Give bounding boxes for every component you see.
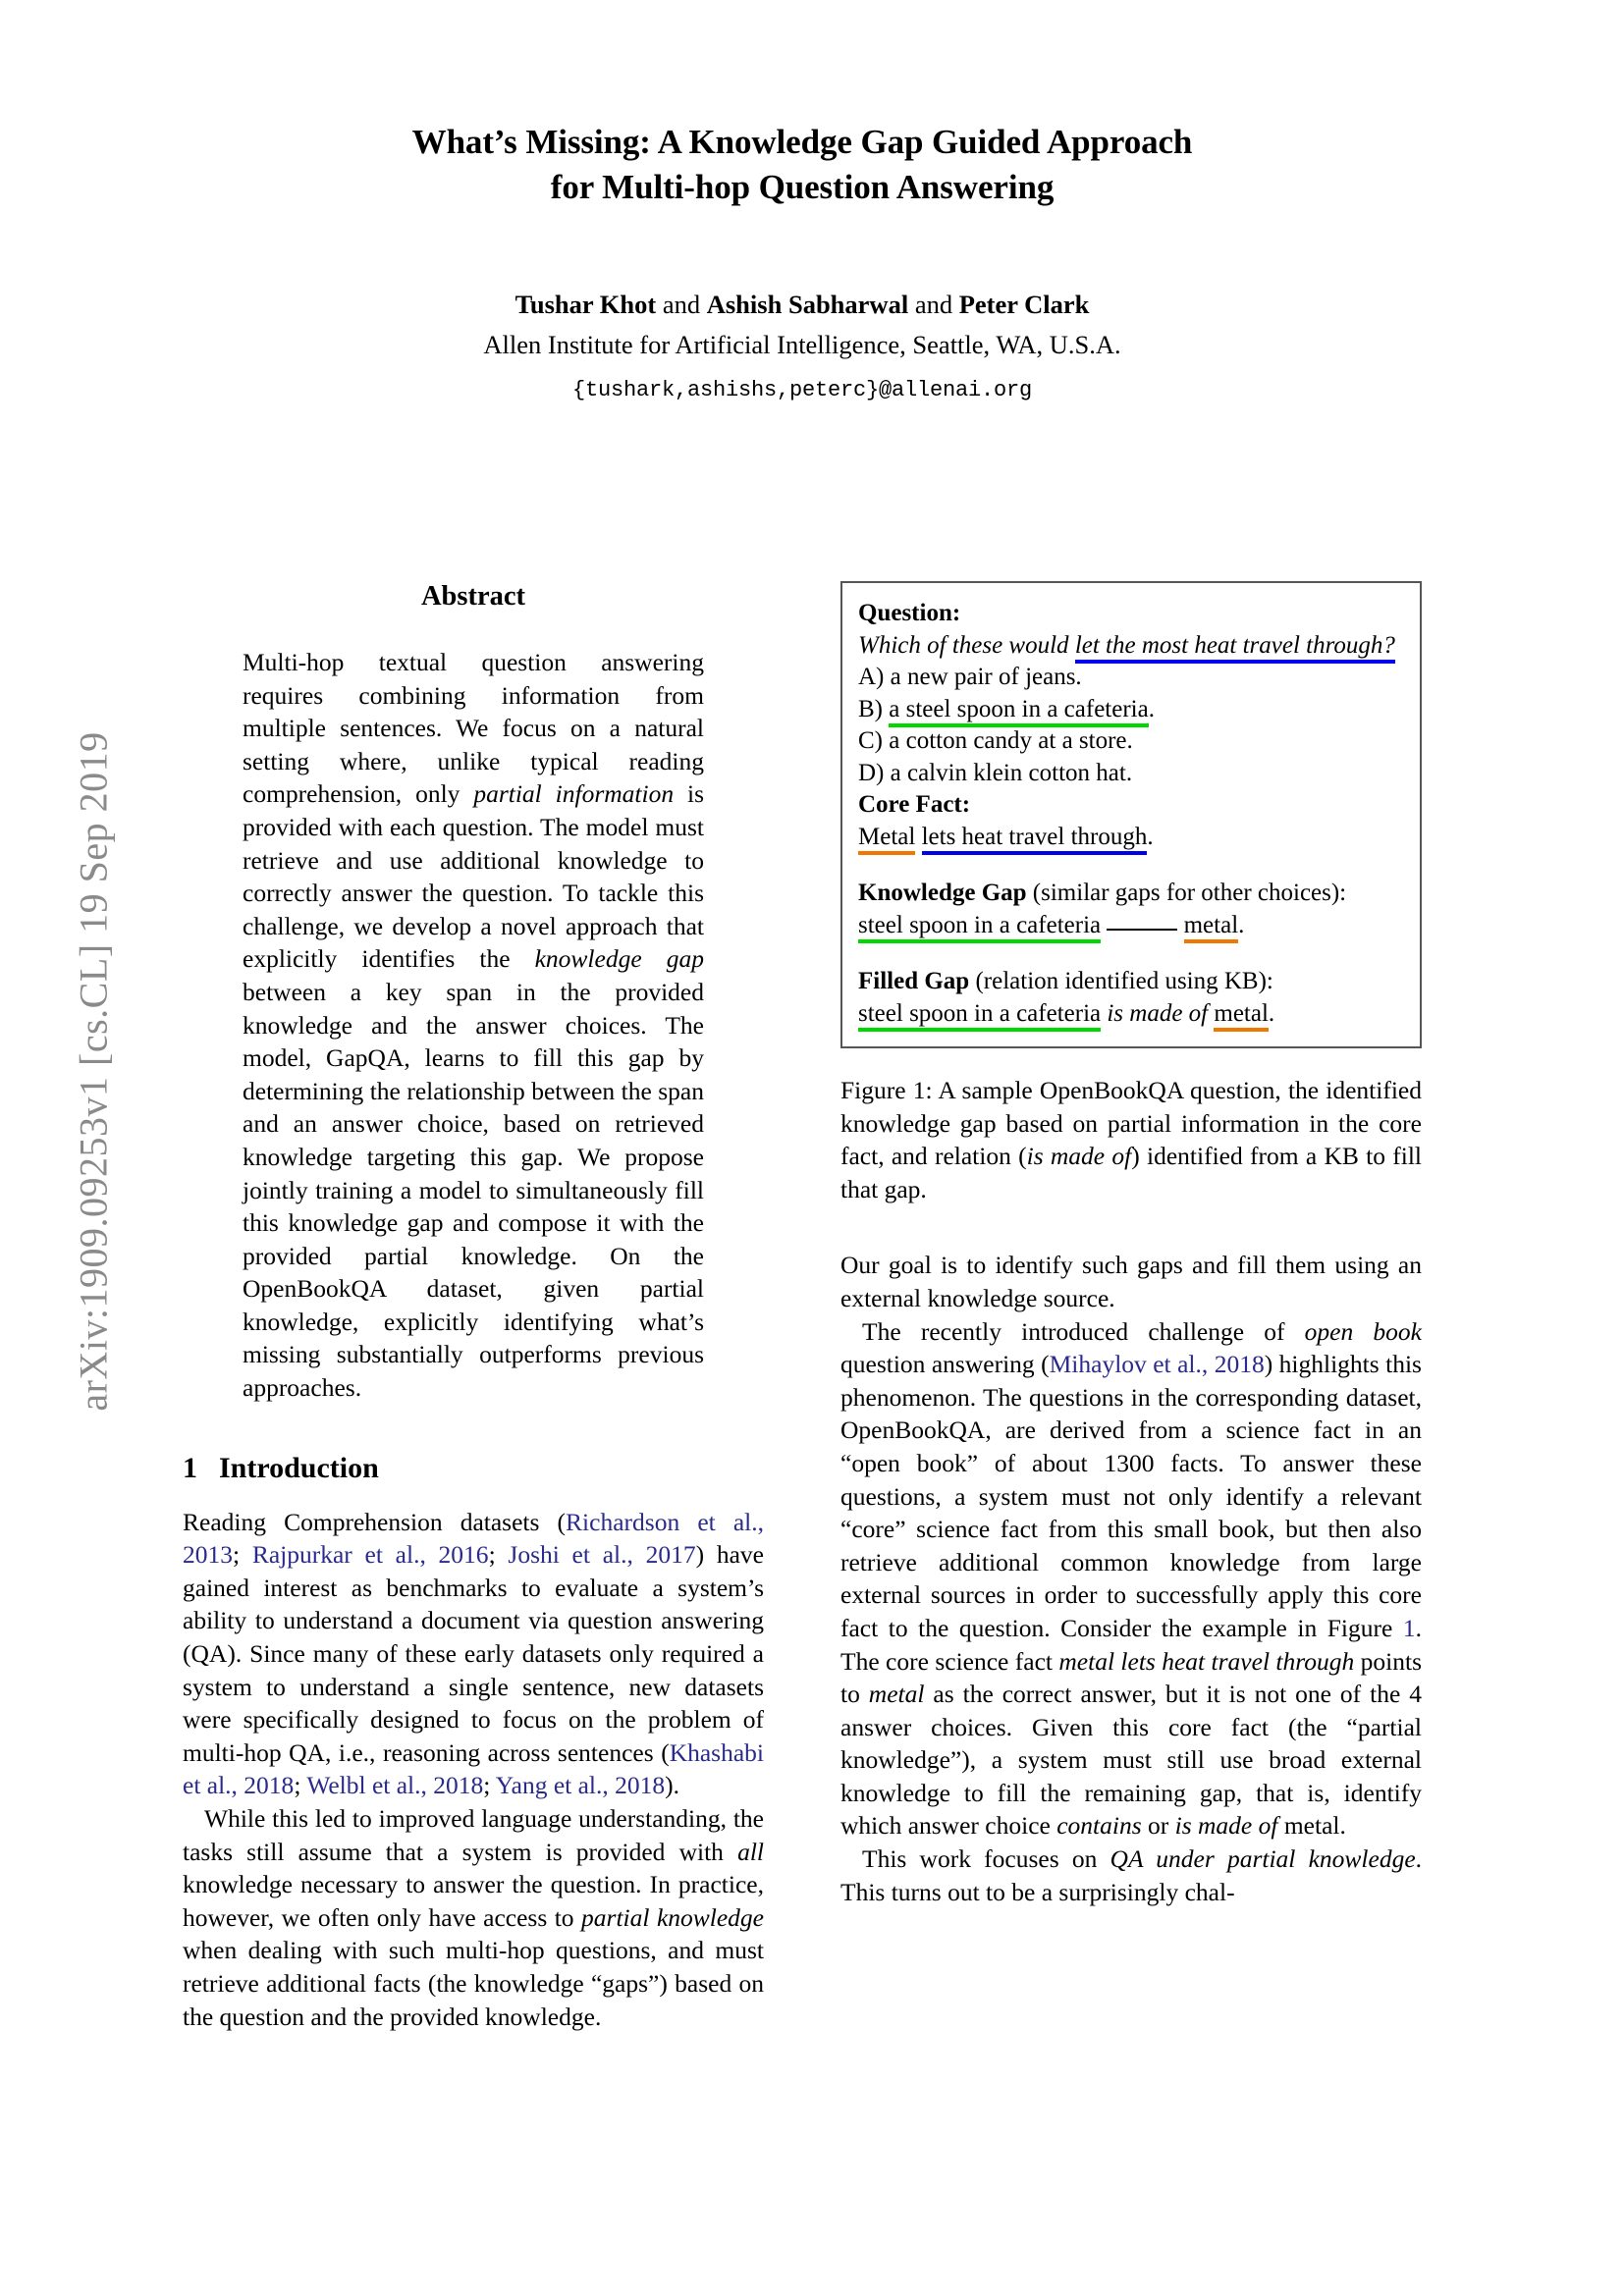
- paper-title-line-2: for Multi-hop Question Answering: [550, 167, 1055, 206]
- author-block: [183, 286, 1422, 402]
- figure-core-fact-period: .: [1147, 823, 1154, 850]
- figure-spacer-1: [858, 853, 1404, 878]
- intro-emphasis-core-fact: metal lets heat travel through: [1058, 1646, 1355, 1676]
- figure-choice-b-prefix: B): [858, 695, 890, 722]
- intro-paragraph-1: [183, 1506, 764, 1802]
- intro-emphasis-metal: metal: [868, 1680, 925, 1709]
- abstract-text-c: between a key span in the provided knowledge and the answer choices. The model, GapQA, learns to fill this gap by determining the relationship between the span and an answer choice, based on retrieved knowledge targeting this gap. We propose jointly training a model to simultaneously fill this knowledge gap and compose it with the provided partial knowledge. On the OpenBookQA dataset, given partial knowledge, explicitly identifying what’s missing substantially outperforms previous approaches.: [243, 977, 704, 1403]
- figure-question-plain: Which of these would: [858, 631, 1075, 659]
- intro-p3-text-g: or: [1141, 1811, 1175, 1841]
- intro-p3-text-h: metal.: [1277, 1811, 1346, 1841]
- figure-choice-b: [858, 694, 1404, 726]
- intro-p2-text-a: While this led to improved language understanding, the tasks still assume that a system is provided with: [183, 1804, 764, 1866]
- figure-choice-b-suffix: .: [1148, 695, 1155, 722]
- citation-khashabi-2018[interactable]: Khashabi et al., 2018: [183, 1737, 764, 1800]
- paper-page: [183, 0, 1422, 2296]
- intro-emphasis-partial-knowledge: partial knowledge: [581, 1902, 764, 1932]
- abstract-heading: Abstract: [420, 581, 526, 612]
- author-email: {tushark,ashishs,peterc}@allenai.org: [571, 378, 1033, 403]
- intro-paragraph-4: [840, 1842, 1422, 1908]
- intro-emphasis-open-book: open book: [1304, 1316, 1422, 1346]
- citation-separator-4: ;: [483, 1771, 496, 1800]
- figure-question-text: [858, 630, 1404, 663]
- intro-emphasis-all: all: [737, 1837, 764, 1866]
- author-names: [183, 286, 1422, 323]
- figure-gap-span: steel spoon in a cafeteria: [858, 912, 1101, 943]
- title-block: [183, 0, 1422, 402]
- figure-choice-a: A) a new pair of jeans.: [858, 664, 1082, 690]
- intro-p3-text-f: as the correct answer, but it is not one of the 4 answer choices. Given this core fact (the “partial knowledge”), a system must still use broad external knowledge to fill the remaining gap, that is, identify which answer choice: [840, 1680, 1422, 1841]
- figure-knowledge-gap-heading: [858, 878, 1404, 910]
- figure-filled-gap-note: (relation identified using KB):: [969, 968, 1273, 994]
- author-name-1: Tushar Khot: [514, 290, 657, 319]
- figure-filled-answer: metal: [1214, 1000, 1269, 1032]
- intro-p2-text-c: when dealing with such multi-hop questions, and must retrieve additional facts (the knowledge “gaps”) based on the question and the provided knowledge.: [183, 1936, 764, 2031]
- citation-mihaylov-2018[interactable]: Mihaylov et al., 2018: [1049, 1350, 1265, 1379]
- figure-caption-emphasis: is made of: [1026, 1142, 1132, 1171]
- intro-emphasis-is-made-of: is made of: [1174, 1811, 1278, 1841]
- intro-p1-text-a: Reading Comprehension datasets (: [183, 1507, 567, 1536]
- figure-choice-c: C) a cotton candy at a store.: [858, 727, 1133, 754]
- figure-choice-d: D) a calvin klein cotton hat.: [858, 759, 1133, 786]
- intro-p3-text-d: . The core science fact: [840, 1613, 1422, 1676]
- figure-core-fact-label: Core Fact:: [858, 791, 971, 818]
- intro-paragraph-2-continued: [840, 1249, 1422, 1314]
- abstract-paragraph: [243, 646, 704, 1405]
- citation-separator-3: ;: [294, 1771, 307, 1800]
- figure-gap-answer: metal: [1184, 912, 1239, 943]
- figure-filled-gap-label: Filled Gap: [858, 968, 970, 994]
- citation-separator-1: ;: [233, 1540, 252, 1570]
- paper-title-line-1: What’s Missing: A Knowledge Gap Guided Approach: [411, 123, 1193, 161]
- citation-welbl-2018[interactable]: Welbl et al., 2018: [306, 1771, 484, 1800]
- figure-core-fact-text: [858, 822, 1404, 854]
- figure-question-label: Question:: [858, 600, 961, 626]
- intro-p2-continued-text: Our goal is to identify such gaps and fill them using an external knowledge source.: [840, 1251, 1422, 1312]
- figure-spacer-2: [858, 941, 1404, 966]
- intro-p3-text-e: points to: [840, 1646, 1422, 1709]
- left-column: [183, 581, 764, 2033]
- author-conjunction-1: and: [662, 290, 701, 319]
- citation-separator-2: ;: [488, 1540, 509, 1570]
- figure-gap-period: .: [1238, 911, 1245, 938]
- abstract-text-b: is provided with each question. The model must retrieve and use additional knowledge to correctly answer the question. To tackle this challenge, we develop a novel approach that explicitly identifies the: [243, 779, 704, 974]
- intro-p4-text-a: This work focuses on: [862, 1844, 1110, 1874]
- page-title: [183, 120, 1422, 209]
- author-name-2: Ashish Sabharwal: [706, 290, 909, 319]
- intro-paragraph-3: [840, 1315, 1422, 1843]
- citation-richardson-2013[interactable]: Richardson et al., 2013: [183, 1507, 764, 1570]
- figure-1-caption: [840, 1074, 1422, 1205]
- intro-p4-text-b: . This turns out to be a surprisingly chal-: [840, 1844, 1423, 1906]
- intro-p1-text-c: ).: [665, 1771, 680, 1800]
- abstract-body: [243, 646, 704, 1405]
- figure-core-fact-entity: Metal: [858, 824, 915, 855]
- figure-knowledge-gap-text: [858, 910, 1404, 942]
- intro-emphasis-contains: contains: [1056, 1811, 1142, 1841]
- figure-core-fact-relation: lets heat travel through: [922, 824, 1148, 855]
- citation-joshi-2017[interactable]: Joshi et al., 2017: [508, 1540, 696, 1570]
- figure-knowledge-gap-label: Knowledge Gap: [858, 880, 1027, 906]
- intro-p3-text-b: question answering (: [840, 1350, 1050, 1379]
- figure-filled-span: steel spoon in a cafeteria: [858, 1000, 1101, 1032]
- intro-paragraph-2: [183, 1802, 764, 2033]
- intro-emphasis-qa-under-partial-knowledge: QA under partial knowledge: [1110, 1844, 1416, 1874]
- figure-knowledge-gap-note: (similar gaps for other choices):: [1026, 880, 1347, 906]
- figure-choice-b-highlight: a steel spoon in a cafeteria: [889, 696, 1148, 727]
- citation-yang-2018[interactable]: Yang et al., 2018: [495, 1771, 666, 1800]
- section-heading-introduction: [183, 1452, 764, 1485]
- figure-gap-blank-slot: [1107, 929, 1177, 931]
- abstract-emphasis-partial-information: partial information: [473, 779, 675, 809]
- section-number: 1: [183, 1451, 197, 1484]
- figure-caption-text-b: ) identified from a KB to fill that gap.: [840, 1142, 1423, 1203]
- author-conjunction-2: and: [914, 290, 953, 319]
- author-affiliation: Allen Institute for Artificial Intelligence, Seattle, WA, U.S.A.: [483, 330, 1121, 360]
- citation-rajpurkar-2016[interactable]: Rajpurkar et al., 2016: [251, 1540, 489, 1570]
- figure-caption-text-a: Figure 1: A sample OpenBookQA question, the identified knowledge gap based on partial information in the core fact, and relation (: [840, 1076, 1422, 1171]
- intro-p3-text-a: The recently introduced challenge of: [862, 1316, 1305, 1346]
- abstract-emphasis-knowledge-gap: knowledge gap: [534, 944, 704, 974]
- figure-filled-gap-heading: [858, 966, 1404, 998]
- intro-p1-text-b: ) have gained interest as benchmarks to evaluate a system’s ability to understand a document via question answering (QA). Since many of these early datasets only required a system to understand a single sentence, new datasets were specifically designed to focus on the problem of multi-hop QA, i.e., reasoning across sentences (: [183, 1540, 764, 1767]
- abstract-text-a: Multi-hop textual question answering requires combining information from multiple sentences. We focus on a natural setting where, unlike typical reading comprehension, only: [243, 648, 704, 809]
- figure-1-box: [840, 581, 1422, 1048]
- figure-filled-relation: is made of: [1107, 999, 1209, 1027]
- intro-p2-text-b: knowledge necessary to answer the question. In practice, however, we often only have access to: [183, 1870, 764, 1932]
- figure-reference-link[interactable]: 1: [1402, 1613, 1416, 1642]
- intro-p3-text-c: ) highlights this phenomenon. The questions in the corresponding dataset, OpenBookQA, are derived from a science fact in an “open book” of about 1300 facts. To answer these questions, a system must not only identify a relevant “core” science fact from this small book, but then also retrieve additional common knowledge from large external sources in order to successfully apply this core fact to the question. Consider the example in Figure: [840, 1350, 1422, 1642]
- figure-filled-gap-text: [858, 998, 1404, 1031]
- author-name-3: Peter Clark: [958, 290, 1090, 319]
- figure-question-highlight: let the most heat travel through?: [1075, 632, 1395, 664]
- section-title: Introduction: [219, 1451, 379, 1484]
- arxiv-identifier-stamp: arXiv:1909.09253v1 [cs.CL] 19 Sep 2019: [71, 731, 116, 1412]
- figure-filled-period: .: [1268, 999, 1275, 1027]
- right-column: [840, 581, 1422, 1908]
